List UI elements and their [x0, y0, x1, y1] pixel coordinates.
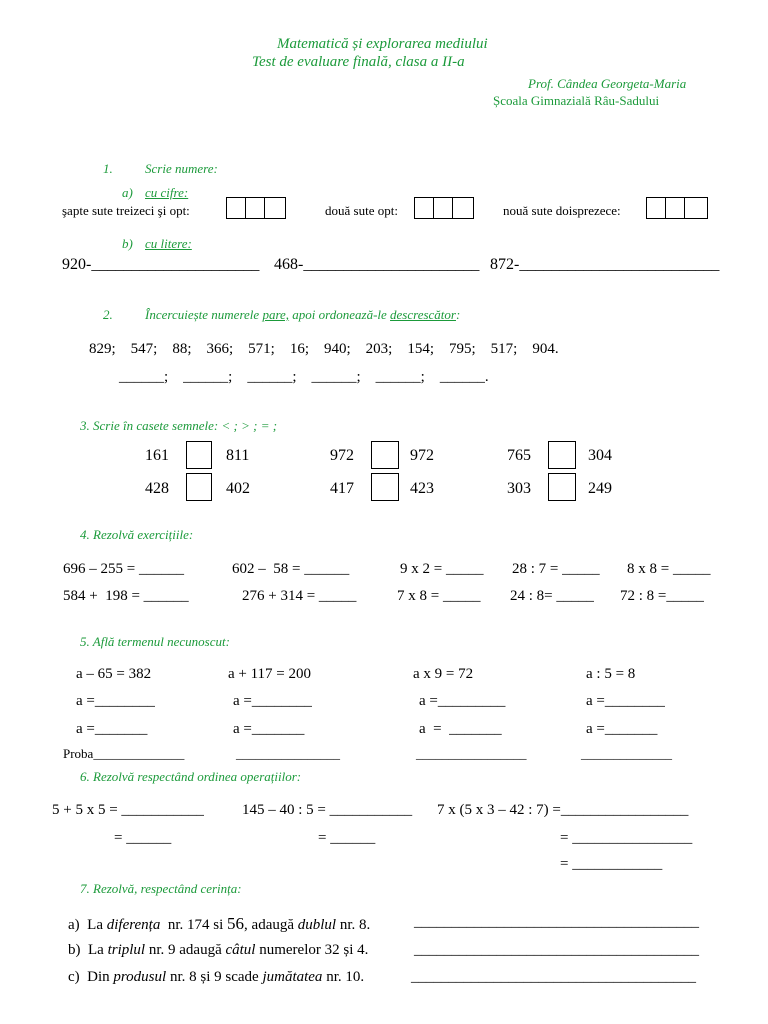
ex5-r2-4[interactable]: a =_______ [586, 721, 658, 737]
ex6-step-1[interactable]: = ______ [114, 830, 172, 846]
ex1-a-item-3: nouă sute doisprezece: [503, 203, 621, 218]
ex2-number: 2. [103, 307, 113, 322]
digit-box[interactable] [684, 197, 708, 219]
ex4-r2-5[interactable]: 72 : 8 =_____ [620, 588, 704, 604]
cmp-left: 161 [145, 447, 169, 464]
ex6-expr-1[interactable]: 5 + 5 x 5 = ___________ [52, 802, 204, 818]
digit-box[interactable] [433, 197, 453, 219]
ex2-title: Încercuiește numerele pare, apoi ordonează-le descrescător: [145, 307, 461, 322]
sign-box[interactable] [548, 441, 576, 469]
title-line-1: Matematică și explorarea mediului [277, 36, 488, 52]
cmp-right: 811 [226, 447, 250, 464]
ex5-r1-4[interactable]: a =________ [586, 693, 665, 709]
ex2-numbers[interactable]: 829; 547; 88; 366; 571; 16; 940; 203; 154; 795; 517; 904. [89, 341, 559, 357]
ex6-expr-3[interactable]: 7 x (5 x 3 – 42 : 7) =_________________ [437, 802, 689, 818]
ex6-expr-2[interactable]: 145 – 40 : 5 = ___________ [242, 802, 413, 818]
ex4-r1-4[interactable]: 28 : 7 = _____ [512, 561, 600, 577]
digit-box[interactable] [226, 197, 246, 219]
ex1-a-item-1: şapte sute treizeci şi opt: [62, 203, 190, 218]
ex5-eq-3: a x 9 = 72 [413, 666, 474, 682]
ex4-r2-2[interactable]: 276 + 314 = _____ [242, 588, 357, 604]
ex1-b-item-3[interactable]: 872-_________________________ [490, 256, 720, 273]
ex5-r2-1[interactable]: a =_______ [76, 721, 148, 737]
ex4-r1-1[interactable]: 696 – 255 = ______ [63, 561, 184, 577]
ex4-r2-1[interactable]: 584 + 198 = ______ [63, 588, 189, 604]
sign-box[interactable] [371, 473, 399, 501]
digit-box[interactable] [414, 197, 434, 219]
ex2-blanks[interactable]: ______; ______; ______; ______; ______; ______. [119, 369, 489, 385]
ex5-proba-line[interactable]: _________________ [416, 746, 527, 761]
ex5-eq-4: a : 5 = 8 [586, 666, 636, 682]
sign-box[interactable] [186, 473, 212, 501]
cmp-left: 972 [330, 447, 354, 464]
ex1-b-label: b) [122, 236, 133, 251]
ex5-proba[interactable]: Proba______________ [63, 746, 185, 761]
cmp-right: 972 [410, 447, 434, 464]
digit-box[interactable] [452, 197, 474, 219]
ex5-proba-line[interactable]: ________________ [236, 746, 340, 761]
sign-box[interactable] [548, 473, 576, 501]
cmp-left: 765 [507, 447, 531, 464]
ex5-eq-2: a + 117 = 200 [228, 666, 312, 682]
school: Școala Gimnazială Râu-Sadului [493, 93, 660, 108]
ex5-proba-line[interactable]: ______________ [581, 746, 672, 761]
ex4-r2-4[interactable]: 24 : 8= _____ [510, 588, 594, 604]
ex7-item-a: a) La diferența nr. 174 si 56, adaugă dublul nr. 8. [68, 914, 371, 933]
ex1-title: Scrie numere: [145, 161, 218, 176]
cmp-right: 423 [410, 480, 434, 497]
digit-box[interactable] [245, 197, 265, 219]
ex4-r1-5[interactable]: 8 x 8 = _____ [627, 561, 711, 577]
ex5-r2-3[interactable]: a = _______ [419, 721, 502, 737]
cmp-right: 249 [588, 480, 612, 497]
ex5-eq-1: a – 65 = 382 [76, 666, 152, 682]
digit-box[interactable] [646, 197, 666, 219]
ex3-title: 3. Scrie în casete semnele: < ; > ; = ; [80, 418, 278, 433]
ex5-title: 5. Află termenul necunoscut: [80, 634, 230, 649]
ex4-r1-2[interactable]: 602 – 58 = ______ [232, 561, 350, 577]
ex4-title: 4. Rezolvă exercițiile: [80, 527, 194, 542]
sign-box[interactable] [371, 441, 399, 469]
ex5-r1-2[interactable]: a =________ [233, 693, 312, 709]
ex7-answer-line[interactable]: ______________________________________ [414, 914, 699, 930]
ex1-a-text: cu cifre: [145, 185, 189, 200]
ex5-r2-2[interactable]: a =_______ [233, 721, 305, 737]
cmp-right: 304 [588, 447, 612, 464]
ex6-step-2[interactable]: = ______ [318, 830, 376, 846]
ex4-r1-3[interactable]: 9 x 2 = _____ [400, 561, 484, 577]
ex6-title: 6. Rezolvă respectând ordinea operațiilor: [80, 769, 302, 784]
cmp-left: 417 [330, 480, 354, 497]
ex6-step-4[interactable]: = ____________ [560, 856, 663, 872]
ex7-answer-line[interactable]: ______________________________________ [411, 969, 696, 985]
ex1-b-item-1[interactable]: 920-_____________________ [62, 256, 260, 273]
ex5-r1-3[interactable]: a =_________ [419, 693, 506, 709]
ex7-item-b: b) La triplul nr. 9 adaugă câtul numerelor 32 și 4. [68, 942, 369, 958]
ex7-title: 7. Rezolvă, respectând cerința: [80, 881, 242, 896]
ex1-a-item-2: două sute opt: [325, 203, 398, 218]
title-line-2: Test de evaluare finală, clasa a II-a [252, 54, 465, 70]
cmp-left: 303 [507, 480, 531, 497]
ex5-r1-1[interactable]: a =________ [76, 693, 155, 709]
ex1-b-item-2[interactable]: 468-______________________ [274, 256, 480, 273]
ex1-number: 1. [103, 161, 113, 176]
sign-box[interactable] [186, 441, 212, 469]
ex1-b-text: cu litere: [145, 236, 192, 251]
cmp-right: 402 [226, 480, 250, 497]
author: Prof. Cândea Georgeta-Maria [528, 76, 687, 91]
cmp-left: 428 [145, 480, 169, 497]
ex4-r2-3[interactable]: 7 x 8 = _____ [397, 588, 481, 604]
ex6-step-3[interactable]: = ________________ [560, 830, 693, 846]
ex7-answer-line[interactable]: ______________________________________ [414, 942, 699, 958]
ex7-item-c: c) Din produsul nr. 8 și 9 scade jumătatea nr. 10. [68, 969, 365, 985]
ex1-a-label: a) [122, 185, 133, 200]
digit-box[interactable] [665, 197, 685, 219]
digit-box[interactable] [264, 197, 286, 219]
